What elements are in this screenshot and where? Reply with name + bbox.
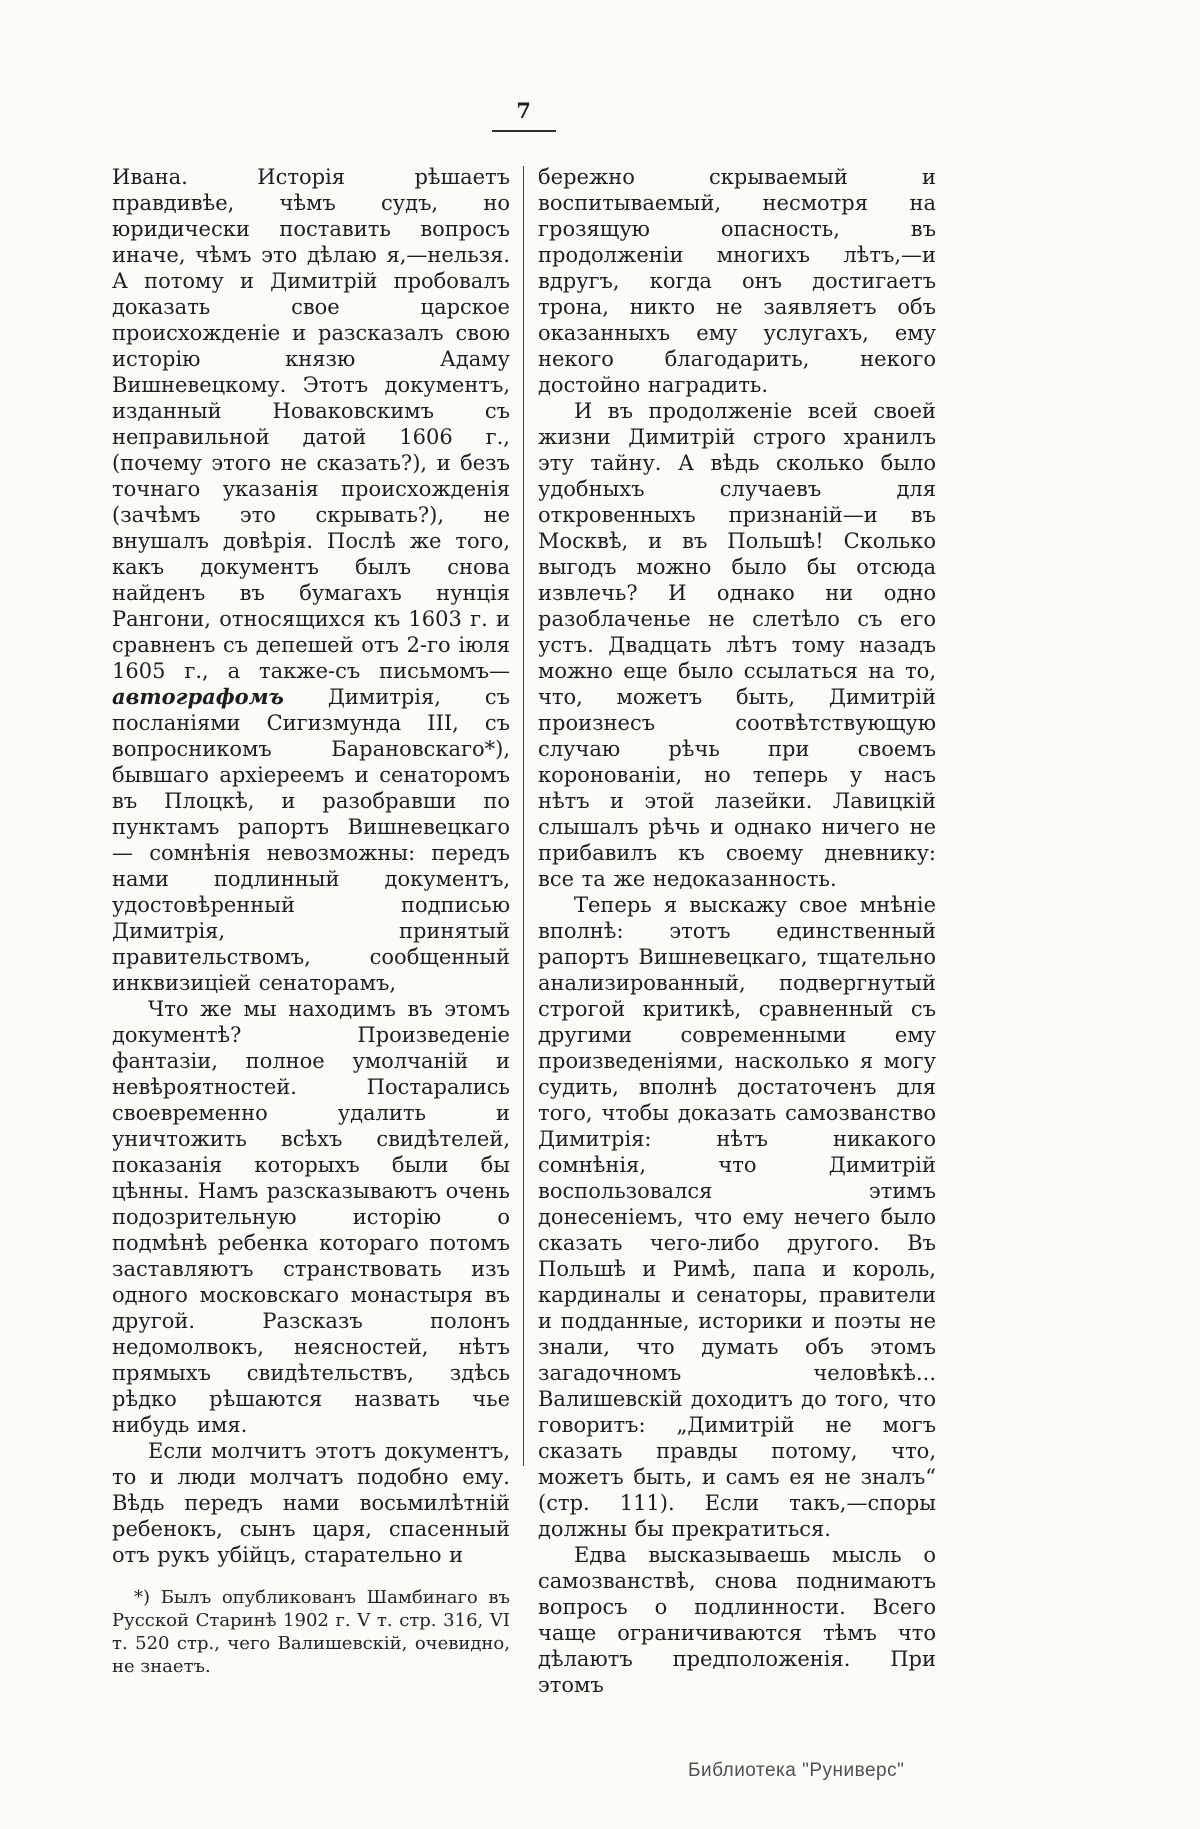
paragraph bbox=[112, 1438, 510, 1568]
text-run: Едва высказываешь мысль о самозванствѣ, снова поднимаютъ вопросъ о подлинности. Всего чаще ограничиваются тѣмъ что дѣлаютъ предположенія. При этомъ bbox=[538, 1543, 936, 1697]
page-number-rule bbox=[492, 130, 556, 132]
left-column-text bbox=[112, 164, 510, 1568]
text-run: Если молчитъ этотъ документъ, то и люди молчатъ подобно ему. Вѣдь передъ нами восьмилѣтній ребенокъ, сынъ царя, спасенный отъ рукъ убійцъ, старательно и bbox=[112, 1439, 510, 1567]
paragraph bbox=[538, 1542, 936, 1698]
page-header bbox=[112, 98, 936, 132]
text-run: Что же мы находимъ въ этомъ документѣ? Произведеніе фантазіи, полное умолчаній и невѣроятностей. Постарались своевременно удалить и уничтожить всѣхъ свидѣтелей, показанія которыхъ были бы цѣнны. Намъ разсказываютъ очень подозрительную исторію о подмѣнѣ ребенка котораго потомъ заставляютъ странствовать изъ одного московскаго монастыря въ другой. Разсказъ полонъ недомолвокъ, неясностей, нѣтъ прямыхъ свидѣтельствъ, здѣсь рѣдко рѣшаются назвать чье нибудь имя. bbox=[112, 997, 510, 1437]
library-watermark: Библиотека "Руниверс" bbox=[688, 1760, 905, 1781]
text-columns bbox=[112, 164, 936, 1697]
column-divider bbox=[523, 166, 524, 1466]
text-run: Димитрія, съ посланіями Сигизмунда III, съ вопросникомъ Барановскаго*), бывшаго архіереемъ и сенаторомъ въ Плоцкѣ, и разобравши по пунктамъ рапортъ Вишневецкаго — сомнѣнія невозможны: передъ нами подлинный документъ, удостовѣренный подписью Димитрія, принятый правительствомъ, сообщенный инквизиціей сенаторамъ, bbox=[112, 685, 510, 995]
paragraph bbox=[538, 164, 936, 398]
paragraph bbox=[112, 996, 510, 1438]
footnote: *) Былъ опубликованъ Шамбинаго въ Русской Старинѣ 1902 г. V т. стр. 316, VI т. 520 стр., чего Валишевскій, очевидно, не знаетъ. bbox=[112, 1587, 510, 1677]
text-run: И въ продолженіе всей своей жизни Димитрій строго хранилъ эту тайну. А вѣдь сколько было удобныхъ случаевъ для откровенныхъ признаній—и въ Москвѣ, и въ Польшѣ! Сколько выгодъ можно было бы отсюда извлечь? И однако ни одно разоблаченье не слетѣло съ его устъ. Двадцать лѣтъ тому назадъ можно еще было ссылаться на то, что, можетъ быть, Димитрій произнесъ соотвѣтствующую случаю рѣчь при своемъ коронованіи, но теперь у насъ нѣтъ и этой лазейки. Лавицкій слышалъ рѣчь и однако ничего не прибавилъ къ своему дневнику: все та же недоказанность. bbox=[538, 399, 936, 891]
left-column bbox=[112, 164, 510, 1678]
right-column-text bbox=[538, 164, 936, 1698]
right-column bbox=[538, 164, 936, 1698]
paragraph bbox=[112, 164, 510, 996]
paragraph bbox=[538, 892, 936, 1542]
text-run: бережно скрываемый и воспитываемый, несмотря на грозящую опасность, въ продолженіи многихъ лѣтъ,—и вдругъ, когда онъ достигаетъ трона, никто не заявляетъ объ оказанныхъ ему услугахъ, ему некого благодарить, некого достойно наградить. bbox=[538, 165, 936, 397]
text-run: Ивана. Исторія рѣшаетъ правдивѣе, чѣмъ судъ, но юридически поставить вопросъ иначе, чѣмъ это дѣлаю я,—нельзя. А потому и Димитрій пробовалъ доказать свое царское происхожденіе и разсказалъ свою исторію князю Адаму Вишневецкому. Этотъ документъ, изданный Новаковскимъ съ неправильной датой 1606 г., (почему этого не сказать?), и безъ точнаго указанія происхожденія (зачѣмъ это скрывать?), не внушалъ довѣрія. Послѣ же того, какъ документъ былъ снова найденъ въ бумагахъ нунція Рангони, относящихся къ 1603 г. и сравненъ съ депешей отъ 2-го іюля 1605 г., а также-съ письмомъ— bbox=[112, 165, 510, 683]
paragraph bbox=[538, 398, 936, 892]
text-run: Теперь я выскажу свое мнѣніе вполнѣ: этотъ единственный рапортъ Вишневецкаго, тщательно анализированный, подвергнутый строгой критикѣ, сравненный съ другими современными ему произведеніями, насколько я могу судить, вполнѣ достаточенъ для того, чтобы доказать самозванство Димитрія: нѣтъ никакого сомнѣнія, что Димитрій воспользовался этимъ донесеніемъ, что ему нечего было сказать чего-либо другого. Въ Польшѣ и Римѣ, папа и король, кардиналы и сенаторы, правители и подданные, историки и поэты не знали, что думать объ этомъ загадочномъ человѣкѣ... Валишевскій доходитъ до того, что говоритъ: „Димитрій не могъ сказать правды потому, что, можетъ быть, и самъ ея не зналъ“ (стр. 111). Если такъ,—споры должны бы прекратиться. bbox=[538, 893, 936, 1541]
emphasized-text: автографомъ bbox=[112, 684, 284, 709]
page-number: 7 bbox=[516, 98, 532, 123]
